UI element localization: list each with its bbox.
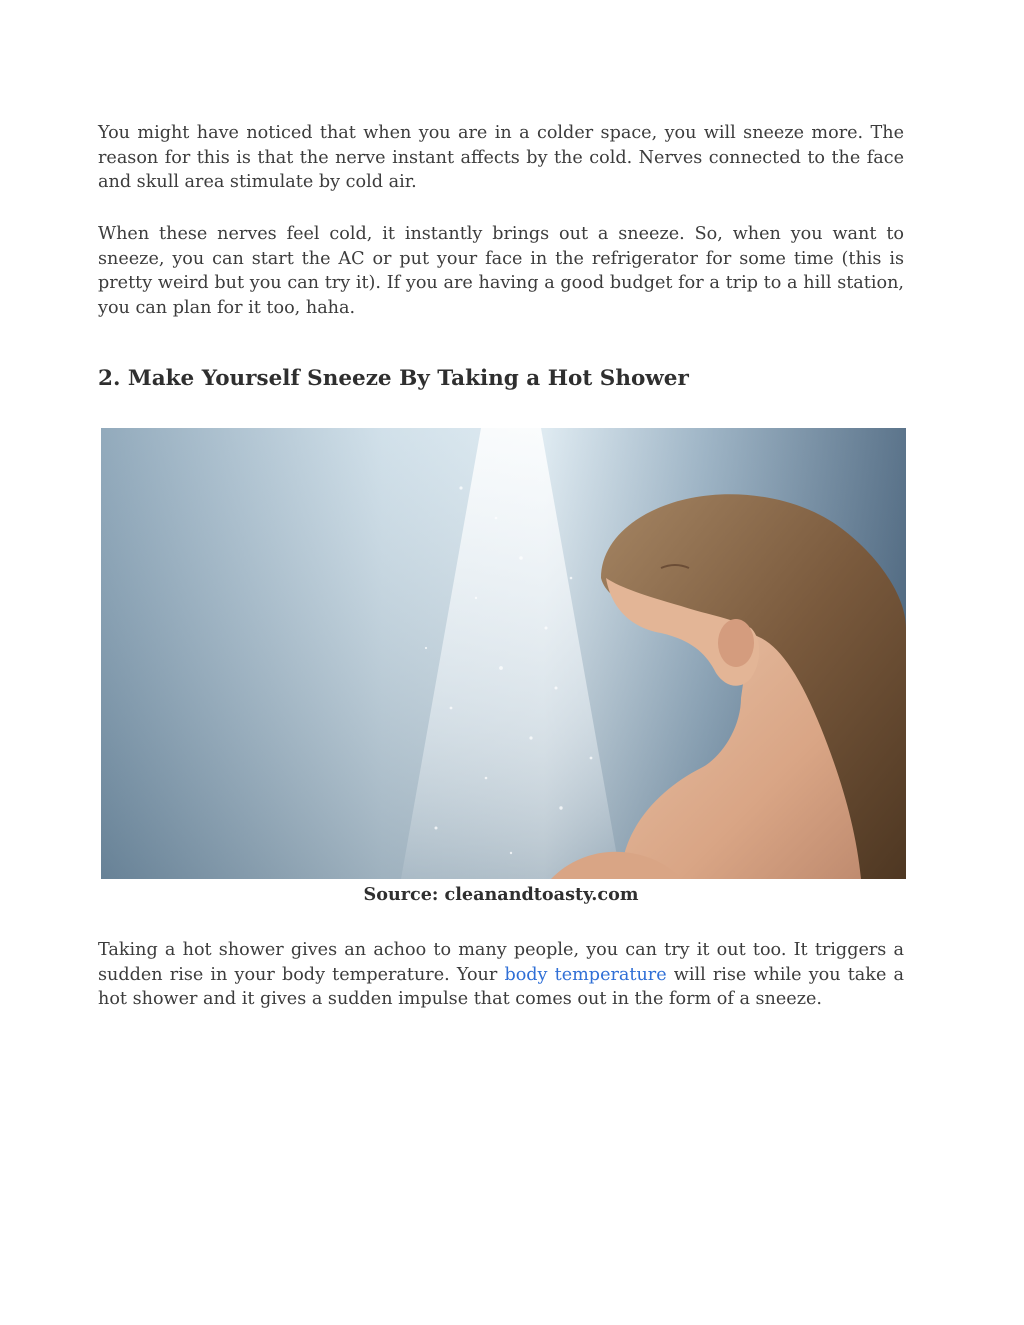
section-heading-hot-shower: 2. Make Yourself Sneeze By Taking a Hot Shower [98, 366, 689, 391]
shower-photo [101, 428, 906, 879]
paragraph-cold-nerves: You might have noticed that when you are in a colder space, you will sneeze more. The reason for this is that the nerve instant affects by the cold. Nerves connected to the face and skull area stimulate by cold air. [98, 123, 904, 192]
shower-photo-illustration [101, 428, 906, 879]
paragraph-cold-sneeze-tips: When these nerves feel cold, it instantly brings out a sneeze. So, when you want to sneeze, you can start the AC or put your face in the refrigerator for some time (this is pretty weird but you can try it). If you are having a good budget for a trip to a hill station, you can plan for it too, haha. [98, 224, 904, 318]
paragraph-hot-shower-text-1: Taking a hot shower gives an achoo to many people, you can try it out too. It triggers a sudden rise in your body temperature. Your [98, 940, 904, 985]
image-caption: Source: cleanandtoasty.com [363, 884, 639, 905]
paragraph-hot-shower-text-2: will rise while you take a hot shower and it gives a sudden impulse that comes out in the form of a sneeze. [98, 964, 905, 1009]
body-temperature-link[interactable]: body temperature [504, 964, 667, 985]
paragraph-hot-shower [98, 938, 904, 1012]
